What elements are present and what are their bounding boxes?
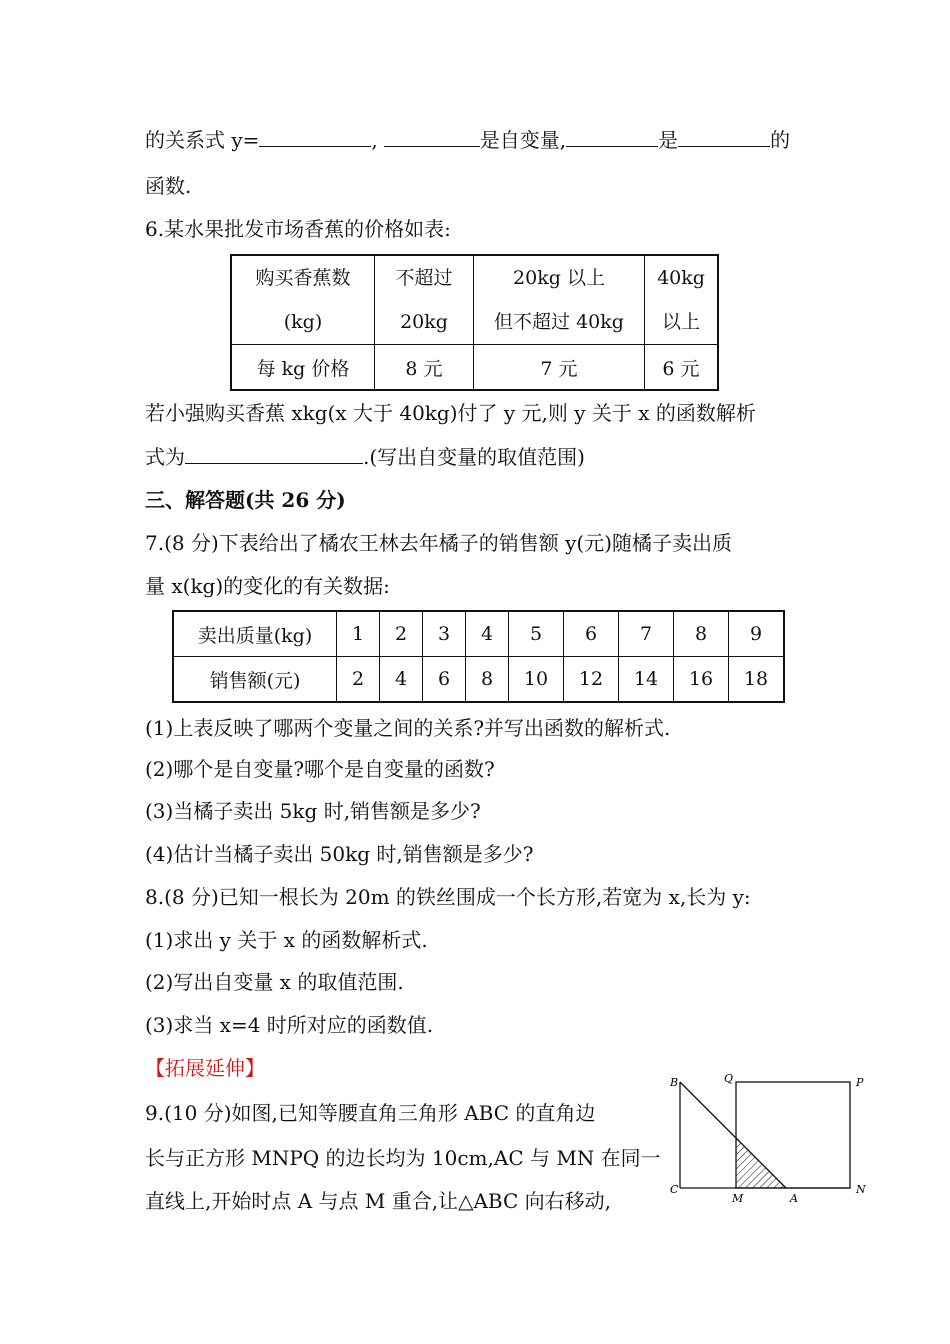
q7-part-1: (1)上表反映了哪两个变量之间的关系?并写出函数的解析式. <box>145 716 671 740</box>
sales-x-cell: 4 <box>466 611 509 657</box>
q7-part-4: (4)估计当橘子卖出 50kg 时,销售额是多少? <box>145 842 534 866</box>
text-line: 函数. <box>145 174 192 198</box>
q6-text-1: 若小强购买香蕉 xkg(x 大于 40kg)付了 y 元,则 y 关于 x 的函数解析 <box>145 401 756 425</box>
q5-line: 的关系式 y= , 是自变量, 是 的 <box>145 128 791 152</box>
sales-y-cell: 6 <box>423 657 466 703</box>
sales-y-cell: 8 <box>466 657 509 703</box>
q9-text-3: 直线上,开始时点 A 与点 M 重合,让△ABC 向右移动, <box>145 1189 611 1213</box>
blank-5 <box>185 445 363 464</box>
extension-heading: 【拓展延伸】 <box>145 1056 265 1080</box>
blank-4 <box>678 128 770 147</box>
blank-2 <box>384 128 480 147</box>
sales-y-cell: 14 <box>619 657 674 703</box>
q8-part-3: (3)求当 x=4 时所对应的函数值. <box>145 1013 434 1037</box>
sales-y-cell: 18 <box>729 657 785 703</box>
price-row-label: 每 kg 价格 <box>231 345 375 391</box>
label-q: Q <box>724 1072 734 1085</box>
sales-x-cell: 9 <box>729 611 785 657</box>
shaded-overlap <box>736 1138 786 1188</box>
sales-row-label: 卖出质量(kg) <box>173 611 337 657</box>
sales-x-cell: 2 <box>380 611 423 657</box>
q8-part-2: (2)写出自变量 x 的取值范围. <box>145 970 404 994</box>
question-9: 9.(10 分)如图,已知等腰直角三角形 ABC 的直角边 <box>145 1101 596 1125</box>
q7-part-2: (2)哪个是自变量?哪个是自变量的函数? <box>145 757 495 781</box>
sales-x-cell: 6 <box>564 611 619 657</box>
sales-y-cell: 4 <box>380 657 423 703</box>
price-col-1: 不超过 20kg <box>375 255 474 345</box>
label-m: M <box>732 1192 744 1205</box>
sales-x-cell: 8 <box>674 611 729 657</box>
sales-row-label: 销售额(元) <box>173 657 337 703</box>
label-a: A <box>790 1192 798 1205</box>
section-heading: 三、解答题(共 26 分) <box>145 488 346 512</box>
label-c: C <box>670 1183 679 1196</box>
sales-x-cell: 1 <box>337 611 380 657</box>
price-cell: 7 元 <box>474 345 645 391</box>
q9-text-2: 长与正方形 MNPQ 的边长均为 10cm,AC 与 MN 在同一 <box>145 1146 661 1170</box>
question-7-cont: 量 x(kg)的变化的有关数据: <box>145 574 390 598</box>
price-col-3: 40kg 以上 <box>645 255 719 345</box>
question-8: 8.(8 分)已知一根长为 20m 的铁丝围成一个长方形,若宽为 x,长为 y: <box>145 885 751 909</box>
label-n: N <box>856 1183 866 1196</box>
label-p: P <box>856 1076 864 1089</box>
question-6: 6.某水果批发市场香蕉的价格如表: <box>145 217 451 241</box>
price-table <box>230 254 719 391</box>
q7-part-3: (3)当橘子卖出 5kg 时,销售额是多少? <box>145 799 481 823</box>
price-header: 购买香蕉数 (kg) <box>231 255 375 345</box>
q8-part-1: (1)求出 y 关于 x 的函数解析式. <box>145 928 428 952</box>
price-col-2: 20kg 以上 但不超过 40kg <box>474 255 645 345</box>
sales-y-cell: 12 <box>564 657 619 703</box>
label-b: B <box>670 1076 679 1089</box>
price-cell: 6 元 <box>645 345 719 391</box>
sales-x-cell: 3 <box>423 611 466 657</box>
sales-y-cell: 2 <box>337 657 380 703</box>
blank-3 <box>566 128 658 147</box>
sales-y-cell: 16 <box>674 657 729 703</box>
sales-x-cell: 5 <box>509 611 564 657</box>
price-cell: 8 元 <box>375 345 474 391</box>
q6-text-2: 式为 .(写出自变量的取值范围) <box>145 445 585 469</box>
sales-y-cell: 10 <box>509 657 564 703</box>
sales-table <box>172 610 785 703</box>
question-7: 7.(8 分)下表给出了橘农王林去年橘子的销售额 y(元)随橘子卖出质 <box>145 531 733 555</box>
geometry-figure <box>660 1068 870 1210</box>
sales-x-cell: 7 <box>619 611 674 657</box>
blank-1 <box>259 128 371 147</box>
